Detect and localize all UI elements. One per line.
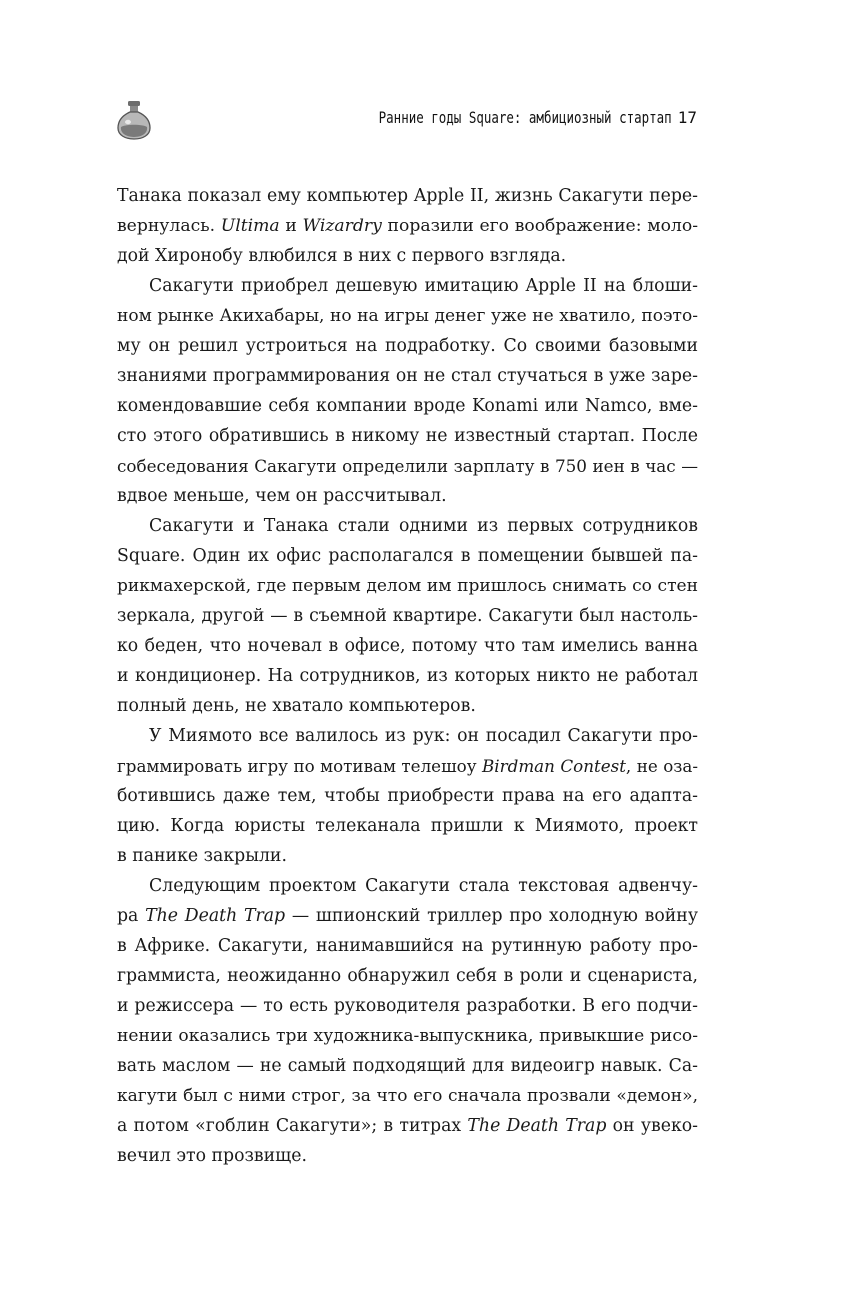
body-text (117, 181, 698, 1171)
text-line: кагути был с ними строг, за что его сначала прозвали «демон», (117, 1086, 698, 1106)
text-line: Танака показал ему компьютер Apple II, жизнь Сакагути пере- (117, 186, 698, 206)
game-title-death-trap: The Death Trap (145, 906, 286, 926)
tv-show-title: Birdman Contest (482, 756, 626, 776)
text-run: вернулась. (117, 216, 221, 236)
text-line: собеседования Сакагути определили зарплату в 750 иен в час — (117, 456, 698, 476)
text-line: вечил это прозвище. (117, 1146, 307, 1166)
paragraph-1 (117, 181, 698, 271)
paragraph-2 (117, 271, 698, 511)
text-line: и кондиционер. На сотрудников, из которых никто не работал (117, 666, 698, 686)
game-title-ultima: Ultima (220, 216, 280, 236)
text-line (117, 901, 698, 931)
text-line (117, 1111, 698, 1141)
paragraph-3 (117, 511, 698, 721)
text-run: поразили его воображение: моло- (381, 216, 698, 236)
running-header (117, 100, 697, 140)
text-line (117, 751, 698, 781)
text-line: ботившись даже тем, чтобы приобрести права на его адапта- (117, 786, 698, 806)
text-line: полный день, не хватало компьютеров. (117, 696, 476, 716)
page-number: 17 (677, 108, 697, 127)
text-line: Square. Один их офис располагался в помещении бывшей па- (117, 546, 698, 566)
text-line: У Миямото все валилось из рук: он посадил Сакагути про- (149, 726, 698, 746)
text-line: вдвое меньше, чем он рассчитывал. (117, 486, 447, 506)
text-run: ра (117, 906, 146, 926)
text-line: комендовавшие себя компании вроде Konami или Namco, вме- (117, 396, 698, 416)
header-right (296, 108, 697, 127)
text-line: му он решил устроиться на подработку. Со своими базовыми (117, 336, 698, 356)
text-run: а потом «гоблин Сакагути»; в титрах (117, 1116, 468, 1136)
text-line: дой Хиронобу влюбился в них с первого взгляда. (117, 246, 567, 266)
text-line: рикмахерской, где первым делом им пришлось снимать со стен (117, 576, 698, 596)
paragraph-5 (117, 871, 698, 1171)
text-run: он увеко- (606, 1116, 698, 1136)
text-line: в панике закрыли. (117, 846, 287, 866)
text-line: Следующим проектом Сакагути стала текстовая адвенчу- (149, 876, 698, 896)
paragraph-4 (117, 721, 698, 871)
text-line: сто этого обратившись в никому не известный стартап. После (117, 426, 698, 446)
game-title-death-trap: The Death Trap (467, 1116, 607, 1136)
text-line: Сакагути и Танака стали одними из первых сотрудников (149, 516, 698, 536)
text-run: и (279, 216, 303, 236)
text-line: в Африке. Сакагути, нанимавшийся на рутинную работу про- (117, 936, 698, 956)
text-line: ном рынке Акихабары, но на игры денег уже не хватило, поэто- (117, 306, 698, 326)
potion-flask-icon (117, 100, 151, 140)
text-line: цию. Когда юристы телеканала пришли к Миямото, проект (117, 816, 698, 836)
game-title-wizardry: Wizardry (302, 216, 382, 236)
text-line: зеркала, другой — в съемной квартире. Сакагути был настоль- (117, 606, 698, 626)
text-line: вать маслом — не самый подходящий для видеоигр навык. Са- (117, 1056, 698, 1076)
text-run: — шпионский триллер про холодную войну (285, 906, 698, 926)
text-line: ко беден, что ночевал в офисе, потому что там имелись ванна (117, 636, 698, 656)
text-line: граммиста, неожиданно обнаружил себя в роли и сценариста, (117, 966, 698, 986)
text-run: , не оза- (625, 756, 698, 776)
text-line: Сакагути приобрел дешевую имитацию Apple II на блоши- (149, 276, 698, 296)
text-run: граммировать игру по мотивам телешоу (117, 756, 482, 776)
text-line: знаниями программирования он не стал стучаться в уже заре- (117, 366, 698, 386)
text-line: нении оказались три художника-выпускника, привыкшие рисо- (117, 1026, 698, 1046)
text-line: и режиссера — то есть руководителя разработки. В его подчи- (117, 996, 698, 1016)
text-line (117, 211, 698, 241)
running-title: Ранние годы Square: амбициозный стартап (378, 108, 672, 127)
